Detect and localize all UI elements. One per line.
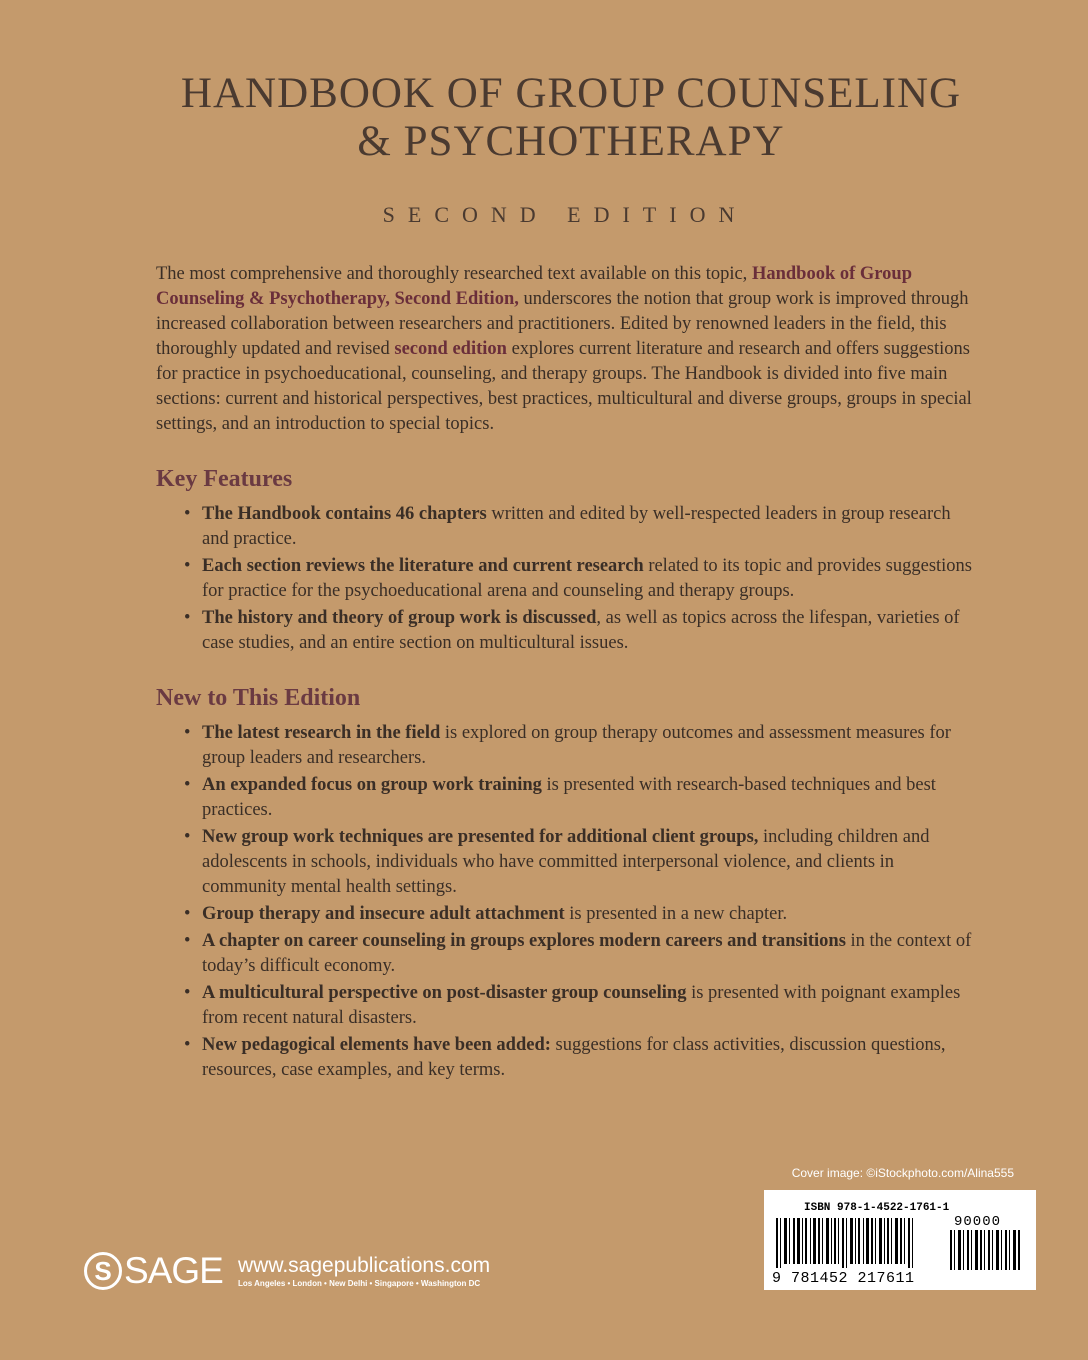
list-item: • A chapter on career counseling in groups explores modern careers and transitions in the context of today’s difficult economy. <box>202 929 974 979</box>
list-item: • Group therapy and insecure adult attachment is presented in a new chapter. <box>202 902 974 927</box>
barcode-digits: 9 781452 217611 <box>772 1270 915 1287</box>
isbn-label: ISBN 978-1-4522-1761-1 <box>804 1202 950 1214</box>
list-item: • A multicultural perspective on post-disaster group counseling is presented with poignant examples from recent natural disasters. <box>202 981 974 1031</box>
new-edition-list <box>156 721 974 1083</box>
edition-label: SECOND EDITION <box>382 202 748 227</box>
list-item: • Each section reviews the literature and current research related to its topic and provides suggestions for practice for the psychoeducational arena and counseling and therapy groups. <box>202 554 974 604</box>
new-edition-heading: New to This Edition <box>156 685 361 711</box>
publisher-cities: Los Angeles • London • New Delhi • Singapore • Washington DC <box>238 1279 481 1288</box>
book-title <box>0 70 1088 166</box>
publisher-info <box>238 1254 490 1290</box>
list-item: • New group work techniques are presented for additional client groups, including children and adolescents in schools, individuals who have committed interpersonal violence, and clients in community mental health settings. <box>202 825 974 900</box>
publisher-logo <box>84 1250 223 1292</box>
key-features-heading: Key Features <box>156 466 293 492</box>
title-line-1: HANDBOOK OF GROUP COUNSELING <box>180 70 962 117</box>
price-code: 90000 <box>954 1214 1002 1230</box>
intro-highlight-edition: second edition <box>394 339 507 359</box>
intro-text-1: The most comprehensive and thoroughly researched text available on this topic, <box>156 264 752 284</box>
publisher-website: www.sagepublications.com <box>238 1254 491 1277</box>
intro-paragraph <box>156 262 974 437</box>
list-item: • The latest research in the field is explored on group therapy outcomes and assessment measures for group leaders and researchers. <box>202 721 974 771</box>
intro-highlight-title: Handbook of Group Counseling & Psychotherapy, Second Edition, <box>156 264 912 309</box>
list-item: • The history and theory of group work is discussed, as well as topics across the lifespan, varieties of case studies, and an entire section on multicultural issues. <box>202 606 974 656</box>
publisher-name: SAGE <box>124 1250 223 1291</box>
back-cover-copy <box>156 262 974 1085</box>
cover-image-credit: Cover image: ©iStockphoto.com/Alina555 <box>791 1166 1014 1180</box>
intro-text-2: underscores the notion that group work is improved through increased collaboration between researchers and practitioners. Edited by renowned leaders in the field, this thoroughly updated and revised <box>156 289 969 359</box>
list-item: • An expanded focus on group work training is presented with research-based techniques and best practices. <box>202 773 974 823</box>
title-line-2: & PSYCHOTHERAPY <box>357 118 785 165</box>
list-item: • New pedagogical elements have been added: suggestions for class activities, discussion questions, resources, case examples, and key terms. <box>202 1033 974 1083</box>
list-item: • The Handbook contains 46 chapters written and edited by well-respected leaders in group research and practice. <box>202 502 974 552</box>
isbn-barcode <box>764 1190 1036 1290</box>
sage-logo-icon: S <box>84 1252 122 1290</box>
intro-text-3: explores current literature and research and offers suggestions for practice in psychoeducational, counseling, and therapy groups. The Handbook is divided into five main sections: current and historical perspectives, best practices, multicultural and diverse groups, groups in special settings, and an introduction to special topics. <box>156 339 972 434</box>
key-features-list <box>156 502 974 656</box>
